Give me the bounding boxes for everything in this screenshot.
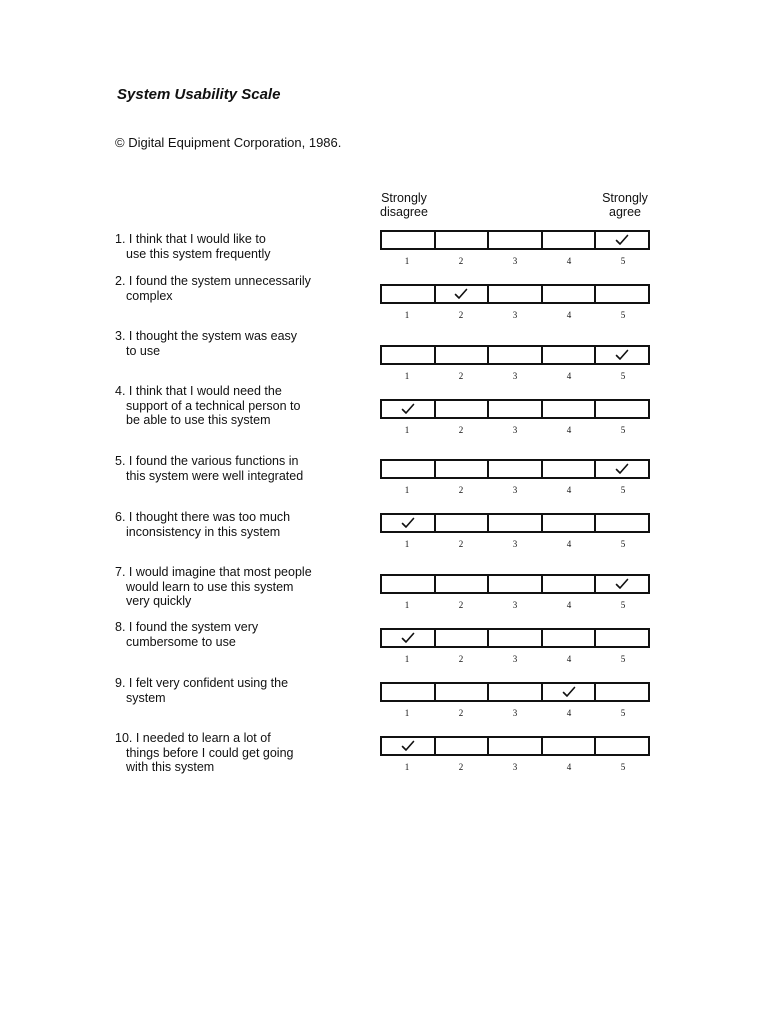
question-10-scale-numbers bbox=[380, 762, 650, 772]
rating-box-5[interactable] bbox=[596, 286, 648, 302]
scale-number: 1 bbox=[404, 762, 410, 772]
question-text-line: very quickly bbox=[126, 594, 192, 608]
question-text-line: 4. I think that I would need the bbox=[115, 384, 282, 398]
scale-number: 1 bbox=[404, 654, 410, 664]
scale-number: 3 bbox=[512, 256, 518, 266]
scale-number: 1 bbox=[404, 425, 410, 435]
question-7-rating-scale bbox=[380, 574, 650, 594]
question-text-line: things before I could get going bbox=[126, 745, 294, 760]
scale-number: 1 bbox=[404, 539, 410, 549]
scale-number: 5 bbox=[620, 600, 626, 610]
scale-number: 5 bbox=[620, 762, 626, 772]
scale-number: 4 bbox=[566, 485, 572, 495]
rating-box-4[interactable] bbox=[543, 684, 597, 700]
checkmark-icon bbox=[615, 463, 629, 475]
checkmark-icon bbox=[401, 740, 415, 752]
rating-box-5[interactable] bbox=[596, 515, 648, 531]
question-8-scale-numbers bbox=[380, 654, 650, 664]
rating-box-5[interactable] bbox=[596, 401, 648, 417]
scale-number: 1 bbox=[404, 708, 410, 718]
question-6-text bbox=[115, 510, 355, 539]
rating-box-2[interactable] bbox=[436, 461, 490, 477]
anchor-strongly-disagree bbox=[370, 191, 438, 219]
scale-number: 3 bbox=[512, 310, 518, 320]
question-5-text bbox=[115, 454, 355, 483]
question-text-line: 1. I think that I would like to bbox=[115, 232, 266, 246]
rating-box-4[interactable] bbox=[543, 401, 597, 417]
question-4-scale-numbers bbox=[380, 425, 650, 435]
scale-number: 2 bbox=[458, 539, 464, 549]
question-8-rating-scale bbox=[380, 628, 650, 648]
scale-number: 4 bbox=[566, 654, 572, 664]
scale-number: 5 bbox=[620, 485, 626, 495]
rating-box-2[interactable] bbox=[436, 738, 490, 754]
question-3-text bbox=[115, 329, 355, 358]
question-2-text bbox=[115, 274, 355, 303]
scale-number: 4 bbox=[566, 762, 572, 772]
rating-box-2[interactable] bbox=[436, 232, 490, 248]
question-text-line: 3. I thought the system was easy bbox=[115, 329, 298, 343]
scale-number: 3 bbox=[512, 654, 518, 664]
rating-box-1[interactable] bbox=[382, 630, 436, 646]
question-5-scale-numbers bbox=[380, 485, 650, 495]
rating-box-3[interactable] bbox=[489, 461, 543, 477]
question-1-text bbox=[115, 232, 355, 261]
question-text-line: with this system bbox=[126, 760, 215, 774]
scale-number: 1 bbox=[404, 371, 410, 381]
question-3-rating-scale bbox=[380, 345, 650, 365]
scale-number: 2 bbox=[458, 762, 464, 772]
rating-box-2[interactable] bbox=[436, 684, 490, 700]
question-text-line: support of a technical person to bbox=[126, 398, 301, 413]
scale-number: 5 bbox=[620, 539, 626, 549]
scale-number: 2 bbox=[458, 256, 464, 266]
scale-number: 2 bbox=[458, 708, 464, 718]
question-text-line: to use bbox=[126, 343, 161, 358]
question-text-line: 5. I found the various functions in bbox=[115, 454, 299, 468]
document-title: System Usability Scale bbox=[117, 86, 281, 103]
rating-box-1[interactable] bbox=[382, 738, 436, 754]
rating-box-2[interactable] bbox=[436, 286, 490, 302]
question-10-rating-scale bbox=[380, 736, 650, 756]
checkmark-icon bbox=[401, 632, 415, 644]
question-4-rating-scale bbox=[380, 399, 650, 419]
question-10-text bbox=[115, 731, 355, 775]
scale-number: 5 bbox=[620, 371, 626, 381]
rating-box-5[interactable] bbox=[596, 461, 648, 477]
rating-box-2[interactable] bbox=[436, 401, 490, 417]
rating-box-5[interactable] bbox=[596, 576, 648, 592]
checkmark-icon bbox=[401, 517, 415, 529]
rating-box-4[interactable] bbox=[543, 286, 597, 302]
rating-box-1[interactable] bbox=[382, 684, 436, 700]
checkmark-icon bbox=[562, 686, 576, 698]
scale-number: 5 bbox=[620, 256, 626, 266]
question-5-rating-scale bbox=[380, 459, 650, 479]
rating-box-3[interactable] bbox=[489, 286, 543, 302]
question-text-line: 9. I felt very confident using the bbox=[115, 676, 289, 690]
rating-box-2[interactable] bbox=[436, 576, 490, 592]
question-9-rating-scale bbox=[380, 682, 650, 702]
rating-box-1[interactable] bbox=[382, 515, 436, 531]
question-text-line: use this system frequently bbox=[126, 246, 271, 261]
checkmark-icon bbox=[454, 288, 468, 300]
question-text-line: system bbox=[126, 690, 166, 705]
rating-box-4[interactable] bbox=[543, 232, 597, 248]
question-text-line: complex bbox=[126, 288, 173, 303]
anchor-strongly-agree bbox=[591, 191, 659, 219]
question-2-scale-numbers bbox=[380, 310, 650, 320]
rating-box-1[interactable] bbox=[382, 232, 436, 248]
rating-box-4[interactable] bbox=[543, 515, 597, 531]
rating-box-4[interactable] bbox=[543, 630, 597, 646]
question-3-scale-numbers bbox=[380, 371, 650, 381]
scale-number: 1 bbox=[404, 600, 410, 610]
rating-box-1[interactable] bbox=[382, 401, 436, 417]
scale-number: 2 bbox=[458, 654, 464, 664]
scale-number: 5 bbox=[620, 310, 626, 320]
rating-box-3[interactable] bbox=[489, 347, 543, 363]
rating-box-1[interactable] bbox=[382, 576, 436, 592]
question-1-scale-numbers bbox=[380, 256, 650, 266]
scale-number: 4 bbox=[566, 708, 572, 718]
rating-box-3[interactable] bbox=[489, 738, 543, 754]
question-4-text bbox=[115, 384, 355, 428]
rating-box-5[interactable] bbox=[596, 630, 648, 646]
anchor-right-line-2: agree bbox=[609, 205, 641, 219]
scale-number: 5 bbox=[620, 708, 626, 718]
rating-box-3[interactable] bbox=[489, 576, 543, 592]
scale-number: 4 bbox=[566, 539, 572, 549]
scale-number: 2 bbox=[458, 310, 464, 320]
question-text-line: 2. I found the system unnecessarily bbox=[115, 274, 311, 288]
rating-box-5[interactable] bbox=[596, 347, 648, 363]
rating-box-2[interactable] bbox=[436, 515, 490, 531]
rating-box-4[interactable] bbox=[543, 347, 597, 363]
scale-number: 2 bbox=[458, 485, 464, 495]
rating-box-1[interactable] bbox=[382, 286, 436, 302]
checkmark-icon bbox=[615, 349, 629, 361]
scale-number: 5 bbox=[620, 654, 626, 664]
question-2-rating-scale bbox=[380, 284, 650, 304]
rating-box-3[interactable] bbox=[489, 515, 543, 531]
question-7-text bbox=[115, 565, 355, 609]
rating-box-3[interactable] bbox=[489, 630, 543, 646]
question-text-line: 8. I found the system very bbox=[115, 620, 259, 634]
scale-number: 2 bbox=[458, 425, 464, 435]
scale-number: 3 bbox=[512, 600, 518, 610]
question-text-line: 7. I would imagine that most people bbox=[115, 565, 312, 579]
rating-box-4[interactable] bbox=[543, 738, 597, 754]
scale-number: 4 bbox=[566, 425, 572, 435]
question-1-rating-scale bbox=[380, 230, 650, 250]
question-text-line: inconsistency in this system bbox=[126, 524, 281, 539]
scale-number: 3 bbox=[512, 762, 518, 772]
copyright-notice: © Digital Equipment Corporation, 1986. bbox=[115, 135, 342, 150]
scale-number: 4 bbox=[566, 600, 572, 610]
question-text-line: 6. I thought there was too much bbox=[115, 510, 291, 524]
question-text-line: this system were well integrated bbox=[126, 468, 304, 483]
question-7-scale-numbers bbox=[380, 600, 650, 610]
scale-number: 2 bbox=[458, 371, 464, 381]
rating-box-1[interactable] bbox=[382, 461, 436, 477]
rating-box-2[interactable] bbox=[436, 630, 490, 646]
scale-number: 3 bbox=[512, 539, 518, 549]
anchor-left-line-1: Strongly bbox=[381, 191, 427, 205]
question-text-line: would learn to use this system bbox=[126, 579, 294, 594]
scale-number: 4 bbox=[566, 256, 572, 266]
scale-number: 3 bbox=[512, 708, 518, 718]
scale-number: 3 bbox=[512, 371, 518, 381]
checkmark-icon bbox=[401, 403, 415, 415]
rating-box-5[interactable] bbox=[596, 738, 648, 754]
question-9-scale-numbers bbox=[380, 708, 650, 718]
rating-box-1[interactable] bbox=[382, 347, 436, 363]
scale-number: 1 bbox=[404, 310, 410, 320]
rating-box-3[interactable] bbox=[489, 401, 543, 417]
anchor-right-line-1: Strongly bbox=[602, 191, 648, 205]
scale-number: 4 bbox=[566, 310, 572, 320]
rating-box-4[interactable] bbox=[543, 461, 597, 477]
rating-box-3[interactable] bbox=[489, 232, 543, 248]
scale-number: 1 bbox=[404, 485, 410, 495]
checkmark-icon bbox=[615, 234, 629, 246]
rating-box-5[interactable] bbox=[596, 232, 648, 248]
anchor-left-line-2: disagree bbox=[380, 205, 428, 219]
question-text-line: 10. I needed to learn a lot of bbox=[115, 731, 271, 745]
scale-number: 2 bbox=[458, 600, 464, 610]
question-6-rating-scale bbox=[380, 513, 650, 533]
question-text-line: cumbersome to use bbox=[126, 634, 236, 649]
question-9-text bbox=[115, 676, 355, 705]
rating-box-5[interactable] bbox=[596, 684, 648, 700]
scale-number: 4 bbox=[566, 371, 572, 381]
rating-box-2[interactable] bbox=[436, 347, 490, 363]
scale-number: 3 bbox=[512, 425, 518, 435]
scale-number: 1 bbox=[404, 256, 410, 266]
rating-box-4[interactable] bbox=[543, 576, 597, 592]
question-6-scale-numbers bbox=[380, 539, 650, 549]
checkmark-icon bbox=[615, 578, 629, 590]
rating-box-3[interactable] bbox=[489, 684, 543, 700]
scale-number: 5 bbox=[620, 425, 626, 435]
scale-number: 3 bbox=[512, 485, 518, 495]
question-text-line: be able to use this system bbox=[126, 413, 271, 427]
question-8-text bbox=[115, 620, 355, 649]
